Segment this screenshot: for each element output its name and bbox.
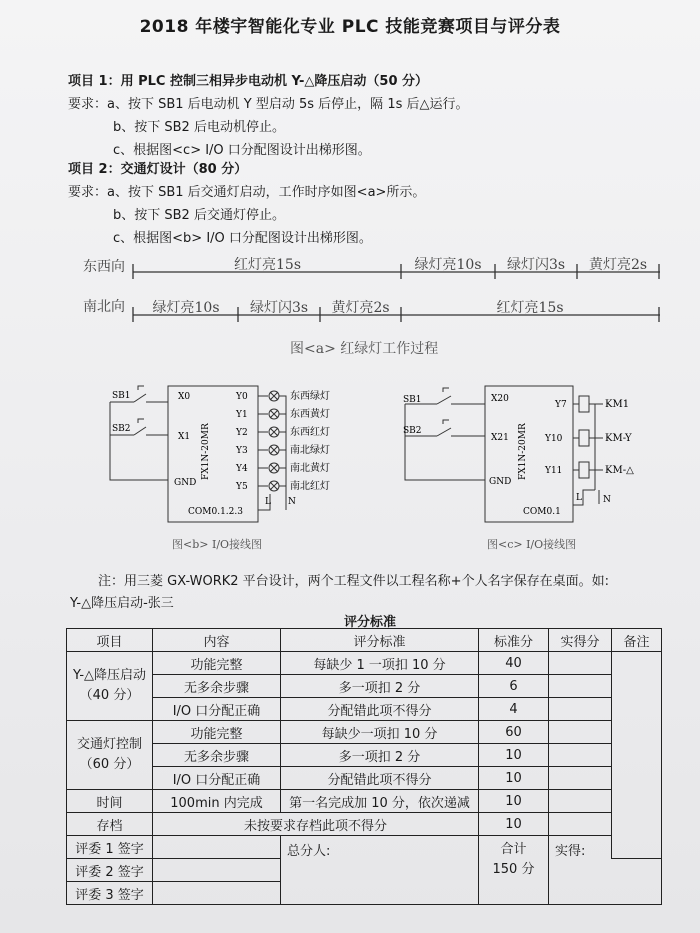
table-row	[67, 652, 662, 675]
actual-total[interactable]: 实得:	[549, 836, 662, 905]
p2-row3-actual-cell[interactable]	[549, 767, 612, 790]
diagram-b-light-3: 东西红灯	[290, 427, 330, 438]
diagram-c-sb1: SB1	[403, 395, 422, 405]
p1-row1-content: 功能完整	[153, 652, 281, 675]
diagram-c-x20: X20	[491, 394, 509, 404]
timing-ns-seg-1: 绿灯亮10s	[152, 300, 220, 316]
total-value: 150 分	[492, 862, 535, 877]
p1-row2-content: 无多余步骤	[153, 675, 281, 698]
header-actual: 实得分	[549, 629, 612, 652]
diagram-b-com: COM0.1.2.3	[188, 507, 243, 517]
p1-row2-criteria: 多一项扣 2 分	[281, 675, 479, 698]
p1-row3-score: 4	[479, 698, 549, 721]
timing-ns-seg-3: 黄灯亮2s	[331, 300, 390, 316]
header-project: 项目	[67, 629, 153, 652]
diagram-b-sb2: SB2	[112, 424, 131, 434]
diagram-b-plc: FX1N-20MR	[201, 423, 211, 480]
diagram-c	[395, 380, 655, 540]
table-row	[67, 836, 662, 859]
header-remarks: 备注	[612, 629, 662, 652]
p2-row3-criteria: 分配错此项不得分	[281, 767, 479, 790]
diagram-b-y5: Y5	[236, 482, 248, 492]
diagram-c-y10: Y10	[545, 434, 563, 444]
p2-row2-criteria: 多一项扣 2 分	[281, 744, 479, 767]
diagram-c-x21: X21	[491, 433, 509, 443]
diagram-b-y3: Y3	[236, 446, 248, 456]
p1-row1-actual-cell[interactable]	[549, 652, 612, 675]
diagram-c-gnd: GND	[489, 477, 512, 487]
diagram-c-com: COM0.1	[523, 507, 561, 517]
judge-2-signature-cell[interactable]	[153, 859, 281, 882]
timing-diagram-lines	[0, 0, 700, 340]
project2-req-c: c、根据图<b> I/O 口分配图设计出梯形图。	[113, 231, 372, 246]
p1-row2-actual-cell[interactable]	[549, 675, 612, 698]
diagram-c-kmy: KM-Y	[605, 433, 632, 444]
time-name: 时间	[67, 790, 153, 813]
p1-row1-score: 40	[479, 652, 549, 675]
diagram-b-sb1: SB1	[112, 391, 131, 401]
diagram-c-l: L	[576, 493, 582, 503]
table-row	[67, 813, 662, 836]
diagram-b-y1: Y1	[236, 410, 248, 420]
total-person: 总分人:	[281, 836, 479, 905]
p1-row1-criteria: 每缺少 1 一项扣 10 分	[281, 652, 479, 675]
diagram-c-sb2: SB2	[403, 426, 422, 436]
timing-ns-seg-2: 绿灯闪3s	[249, 300, 309, 316]
archive-criteria: 未按要求存档此项不得分	[153, 813, 479, 836]
timing-ns-label: 南北向	[83, 299, 125, 315]
time-criteria: 第一名完成加 10 分，依次递减	[281, 790, 479, 813]
diagram-c-plc: FX1N-20MR	[518, 423, 528, 480]
table-row	[67, 675, 662, 698]
project1-heading: 项目 1：用 PLC 控制三相异步电动机 Y-△降压启动（50 分）	[68, 74, 429, 89]
diagram-c-caption: 图<c> I/O接线图	[487, 538, 577, 551]
p2-row1-score: 60	[479, 721, 549, 744]
project2-req-a: 要求：a、按下 SB1 后交通灯启动，工作时序如图<a>所示。	[68, 185, 426, 200]
p2-row1-criteria: 每缺少一项扣 10 分	[281, 721, 479, 744]
p1-row3-content: I/O 口分配正确	[153, 698, 281, 721]
diagram-b-light-2: 东西黄灯	[290, 409, 330, 420]
time-score: 10	[479, 790, 549, 813]
time-content: 100min 内完成	[153, 790, 281, 813]
p1-row3-criteria: 分配错此项不得分	[281, 698, 479, 721]
table-row	[67, 744, 662, 767]
project2-req-b: b、按下 SB2 后交通灯停止。	[113, 208, 285, 223]
diagram-b-x0: X0	[178, 392, 191, 402]
diagram-b-n: N	[288, 497, 296, 507]
table-row	[67, 698, 662, 721]
note-line-1: 注：用三菱 GX-WORK2 平台设计，两个工程文件以工程名称+个人名字保存在桌面。如:	[98, 574, 609, 589]
total-cell	[479, 836, 549, 905]
timing-ew-seg-3: 绿灯闪3s	[506, 257, 566, 273]
table-caption: 评分标准	[344, 615, 397, 630]
project1-req-b: b、按下 SB2 后电动机停止。	[113, 120, 285, 135]
diagram-c-kmd: KM-△	[605, 465, 634, 476]
diagram-b-light-5: 南北黄灯	[290, 463, 330, 474]
timing-ew-label: 东西向	[83, 259, 125, 275]
diagram-c-y7: Y7	[555, 400, 567, 410]
diagram-b-x1: X1	[178, 432, 191, 442]
p2-row3-score: 10	[479, 767, 549, 790]
archive-score: 10	[479, 813, 549, 836]
judge-3-label: 评委 3 签字	[67, 882, 153, 905]
p2-row2-actual-cell[interactable]	[549, 744, 612, 767]
p2-row1-actual-cell[interactable]	[549, 721, 612, 744]
timing-caption: 图<a> 红绿灯工作过程	[290, 341, 439, 357]
document-title: 2018 年楼宇智能化专业 PLC 技能竞赛项目与评分表	[139, 17, 561, 37]
archive-name: 存档	[67, 813, 153, 836]
diagram-b-light-4: 南北绿灯	[290, 445, 330, 456]
table-header-row	[67, 629, 662, 652]
diagram-c-n: N	[603, 495, 611, 505]
judge-2-label: 评委 2 签字	[67, 859, 153, 882]
diagram-b-gnd: GND	[174, 478, 197, 488]
header-score: 标准分	[479, 629, 549, 652]
table-row	[67, 767, 662, 790]
timing-ew-seg-4: 黄灯亮2s	[588, 257, 648, 273]
note-line-2: Y-△降压启动-张三	[70, 596, 174, 611]
judge-3-signature-cell[interactable]	[153, 882, 281, 905]
diagram-b-y2: Y2	[236, 428, 248, 438]
diagram-b-l: L	[265, 497, 271, 507]
diagram-b-caption: 图<b> I/O接线图	[172, 538, 263, 551]
timing-ew-seg-2: 绿灯亮10s	[414, 257, 482, 273]
p1-name: Y-△降压启动（40 分）	[67, 652, 153, 721]
p2-name: 交通灯控制（60 分）	[67, 721, 153, 790]
diagram-c-y11: Y11	[545, 466, 563, 476]
diagram-b-light-6: 南北红灯	[290, 481, 330, 492]
judge-1-signature-cell[interactable]	[153, 836, 281, 859]
table-row	[67, 790, 662, 813]
p1-row2-score: 6	[479, 675, 549, 698]
time-actual-cell[interactable]	[549, 790, 612, 813]
timing-ns-seg-4: 红灯亮15s	[496, 300, 564, 316]
header-criteria: 评分标准	[281, 629, 479, 652]
p2-row2-score: 10	[479, 744, 549, 767]
remarks-cell[interactable]	[612, 652, 662, 859]
score-table	[66, 628, 662, 905]
archive-actual-cell[interactable]	[549, 813, 612, 836]
diagram-b	[100, 380, 340, 540]
header-content: 内容	[153, 629, 281, 652]
total-label: 合计	[500, 842, 527, 857]
project2-heading: 项目 2：交通灯设计（80 分）	[68, 162, 248, 177]
table-row	[67, 721, 662, 744]
diagram-b-light-1: 东西绿灯	[290, 391, 330, 402]
diagram-b-y0: Y0	[236, 392, 248, 402]
timing-ew-seg-1: 红灯亮15s	[234, 257, 301, 273]
project1-req-c: c、根据图<c> I/O 口分配图设计出梯形图。	[113, 143, 371, 158]
diagram-c-km1: KM1	[605, 399, 630, 410]
p1-row3-actual-cell[interactable]	[549, 698, 612, 721]
diagram-b-y4: Y4	[236, 464, 248, 474]
judge-1-label: 评委 1 签字	[67, 836, 153, 859]
p2-row2-content: 无多余步骤	[153, 744, 281, 767]
p2-row3-content: I/O 口分配正确	[153, 767, 281, 790]
project1-req-a: 要求：a、按下 SB1 后电动机 Y 型启动 5s 后停止，隔 1s 后△运行。	[68, 97, 469, 112]
p2-row1-content: 功能完整	[153, 721, 281, 744]
